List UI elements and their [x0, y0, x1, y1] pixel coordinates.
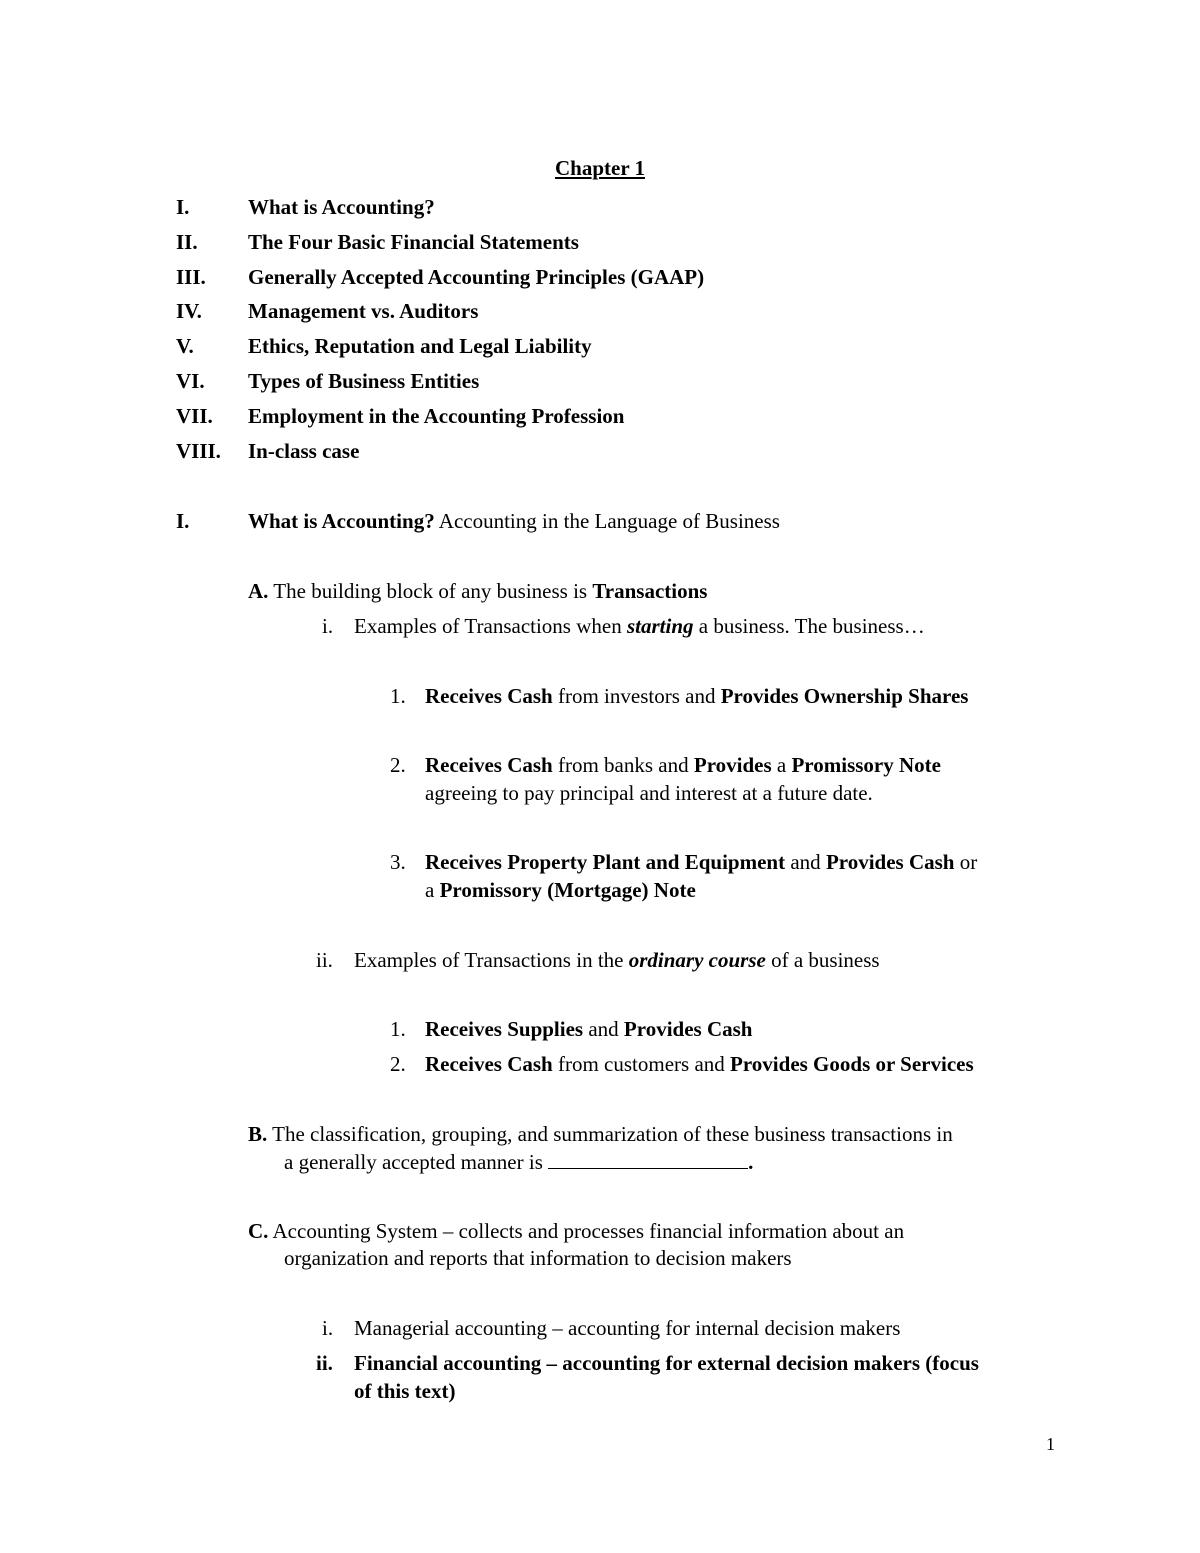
- list-item: [425, 1015, 752, 1043]
- list-item: [425, 751, 941, 779]
- list-bold: Provides Goods or Services: [730, 1052, 974, 1076]
- section-heading-bold: What is Accounting?: [248, 509, 435, 533]
- list-bold: Receives Cash: [425, 753, 553, 777]
- toc-item: In-class case: [248, 439, 360, 463]
- point-bold: Transactions: [592, 579, 708, 603]
- toc-item: What is Accounting?: [248, 195, 435, 219]
- toc-item: Ethics, Reputation and Legal Liability: [248, 334, 592, 358]
- point-label: B.: [248, 1122, 268, 1146]
- toc-num: VIII.: [176, 439, 221, 463]
- sub-text: Examples of Transactions in the: [354, 948, 629, 972]
- sub-label: ii.: [316, 1351, 333, 1375]
- list-bold: Provides Cash: [623, 1017, 753, 1041]
- toc-item: Employment in the Accounting Profession: [248, 404, 625, 428]
- page-title: Chapter 1: [554, 156, 646, 180]
- list-text: and: [583, 1017, 624, 1041]
- point-label: A.: [248, 579, 269, 603]
- list-number: 1.: [390, 684, 406, 708]
- section-heading: [248, 507, 780, 535]
- toc-num: VI.: [176, 369, 205, 393]
- list-bold: Receives Property Plant and Equipment: [425, 850, 786, 874]
- sub-item: [354, 612, 925, 640]
- point-b: [248, 1120, 953, 1148]
- toc-num: V.: [176, 334, 194, 358]
- list-item-continued: [425, 876, 696, 904]
- point-text: The building block of any business is: [268, 579, 593, 603]
- sub-label: i.: [322, 614, 334, 638]
- sub-text: a business. The business…: [693, 614, 925, 638]
- toc-item: Types of Business Entities: [248, 369, 480, 393]
- list-bold: Promissory (Mortgage) Note: [439, 878, 696, 902]
- page-number: 1: [1046, 1434, 1055, 1454]
- list-text: a: [771, 753, 792, 777]
- period: .: [748, 1150, 754, 1174]
- toc-item: Management vs. Auditors: [248, 299, 479, 323]
- section-subtitle: Accounting in the Language of Business: [434, 509, 780, 533]
- list-bold: Receives Cash: [425, 684, 553, 708]
- list-text: from banks and: [552, 753, 694, 777]
- sub-item: [354, 946, 880, 974]
- list-number: 3.: [390, 850, 406, 874]
- sub-text: Examples of Transactions when: [354, 614, 627, 638]
- point-c: [248, 1217, 904, 1245]
- list-item: [425, 682, 968, 710]
- point-text: Accounting System – collects and processes financial information about an: [268, 1219, 905, 1243]
- list-bold: Provides: [693, 753, 772, 777]
- list-text: from customers and: [552, 1052, 731, 1076]
- list-item: [425, 1050, 974, 1078]
- point-c-continued: organization and reports that information to decision makers: [284, 1246, 792, 1270]
- sub-item: Financial accounting – accounting for external decision makers (focus: [354, 1351, 979, 1375]
- fill-in-blank[interactable]: [548, 1150, 748, 1169]
- list-text: or: [954, 850, 978, 874]
- toc-item: Generally Accepted Accounting Principles (GAAP): [248, 265, 705, 289]
- list-number: 2.: [390, 1052, 406, 1076]
- list-bold: Receives Supplies: [425, 1017, 584, 1041]
- point-text: The classification, grouping, and summarization of these business transactions in: [267, 1122, 953, 1146]
- list-text: from investors and: [552, 684, 721, 708]
- toc-num: II.: [176, 230, 198, 254]
- toc-num: VII.: [176, 404, 213, 428]
- sub-item: Managerial accounting – accounting for internal decision makers: [354, 1316, 901, 1340]
- list-number: 2.: [390, 753, 406, 777]
- sub-text: of a business: [765, 948, 880, 972]
- sub-label: ii.: [316, 948, 333, 972]
- list-bold: Promissory Note: [791, 753, 941, 777]
- sub-emphasis: ordinary course: [628, 948, 766, 972]
- point-text: a generally accepted manner is: [284, 1150, 549, 1174]
- list-item: [425, 848, 977, 876]
- toc-item: The Four Basic Financial Statements: [248, 230, 579, 254]
- point-label: C.: [248, 1219, 269, 1243]
- sub-item-continued: of this text): [354, 1379, 456, 1403]
- toc-num: IV.: [176, 299, 202, 323]
- toc-num: III.: [176, 265, 206, 289]
- point-b-continued: [284, 1148, 753, 1176]
- list-bold: Provides Cash: [825, 850, 955, 874]
- section-number: I.: [176, 509, 190, 533]
- list-item-continued: agreeing to pay principal and interest at a future date.: [425, 781, 873, 805]
- list-bold: Receives Cash: [425, 1052, 553, 1076]
- toc-num: I.: [176, 195, 190, 219]
- sub-label: i.: [322, 1316, 334, 1340]
- list-text: a: [425, 878, 440, 902]
- point-a: [248, 577, 707, 605]
- list-text: and: [785, 850, 826, 874]
- list-number: 1.: [390, 1017, 406, 1041]
- list-bold: Provides Ownership Shares: [720, 684, 969, 708]
- sub-emphasis: starting: [626, 614, 694, 638]
